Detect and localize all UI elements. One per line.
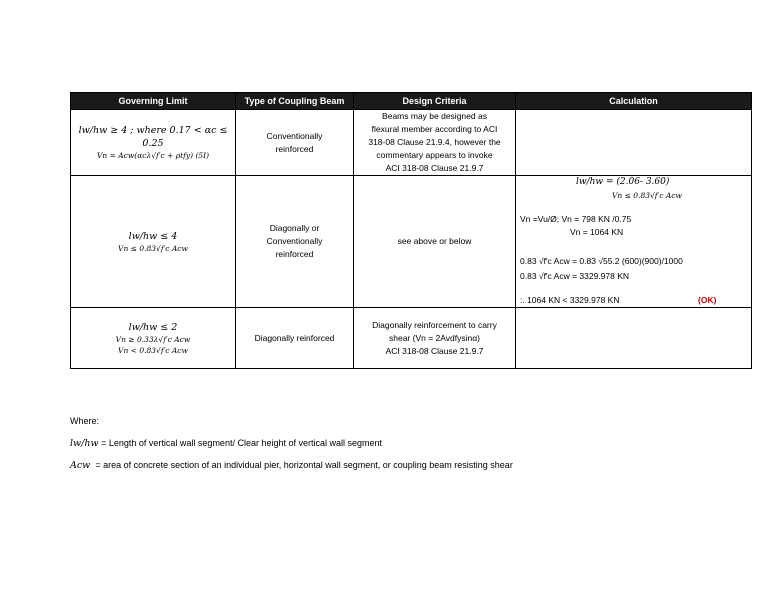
calculation-cell [516,308,752,369]
definition-text: = area of concrete section of an individual pier, horizontal wall segment, or coupling beam resisting shear [90,460,513,470]
calc-conclusion: :. 1064 KN < 3329.978 KN [520,295,620,305]
limit-formula: lw/hw ≤ 4 [128,230,178,242]
where-label: Where: [70,416,100,426]
governing-limit-cell [71,110,236,176]
calculation-cell [516,110,752,176]
limit-subformula: Vn < 0.83√f′c Acw [118,345,188,355]
limit-subformula: Vn ≥ 0.33λ√f′c Acw [115,334,191,344]
governing-limit-cell [71,176,236,308]
definition-symbol: Acw [70,460,91,471]
definition-lw-hw [70,438,382,449]
criteria-line: 318-08 Clause 21.9.4, however the [368,137,501,147]
definition-text: = Length of vertical wall segment/ Clear height of vertical wall segment [98,438,383,448]
coupling-beam-table [70,92,752,369]
criteria-line: commentary appears to invoke [376,150,493,160]
calc-vn-line: Vn =Vu/Ø; Vn = 798 KN /0.75 [520,214,632,224]
table-row [71,110,752,176]
limit-formula: lw/hw ≤ 2 [128,321,178,333]
calc-vn-result: Vn = 1064 KN [570,227,624,237]
header-calculation: Calculation [516,93,752,110]
criteria-line: see above or below [397,236,472,246]
calc-limit-line: Vn ≤ 0.83√f′c Acw [612,191,682,200]
calc-capacity-line: 0.83 √f′c Acw = 0.83 √55.2 (600)(900)/1000 [520,256,683,266]
beam-type-line: Conventionally [266,236,323,246]
header-design-criteria: Design Criteria [354,93,516,110]
definition-acw [70,460,513,471]
beam-type-cell [236,308,354,369]
ok-badge: (OK) [698,295,717,305]
design-criteria-cell [354,308,516,369]
criteria-line: ACI 318-08 Clause 21.9.7 [385,345,484,356]
definition-symbol: lw/hw [70,438,99,449]
design-criteria-cell [354,110,516,176]
governing-limit-cell [71,308,236,369]
beam-type-line: reinforced [275,249,314,259]
criteria-line: Beams may be designed as [382,111,487,121]
calc-ratio-line: lw/hw = (2.06- 3.60) [576,177,670,187]
header-type-of-coupling-beam: Type of Coupling Beam [236,93,354,110]
criteria-line: shear (Vn = 2Avdfysinα) [389,332,480,343]
beam-type-cell [236,176,354,308]
limit-subformula: Vn ≤ 0.83√f′c Acw [118,243,188,253]
table-row [71,308,752,369]
limit-subformula: Vn = Acw(αcλ√f′c + ρtfy) (5I) [96,151,210,160]
criteria-line: ACI 318-08 Clause 21.9.7 [385,163,484,173]
table-row [71,176,752,308]
calc-capacity-result: 0.83 √f′c Acw = 3329.978 KN [520,271,630,281]
beam-type-line: reinforced [275,143,314,154]
beam-type-line: Conventionally [266,130,323,141]
header-governing-limit: Governing Limit [71,93,236,110]
design-criteria-cell [354,176,516,308]
calculation-cell [516,176,752,308]
criteria-line: flexural member according to ACI [371,124,498,134]
limit-formula: lw/hw ≥ 4 ; where 0.17 < αc ≤ 0.25 [78,125,228,149]
beam-type-line: Diagonally or [269,223,320,233]
table-header-row [71,93,752,110]
beam-type-cell [236,110,354,176]
beam-type-line: Diagonally reinforced [254,332,335,343]
criteria-line: Diagonally reinforcement to carry [372,319,497,330]
